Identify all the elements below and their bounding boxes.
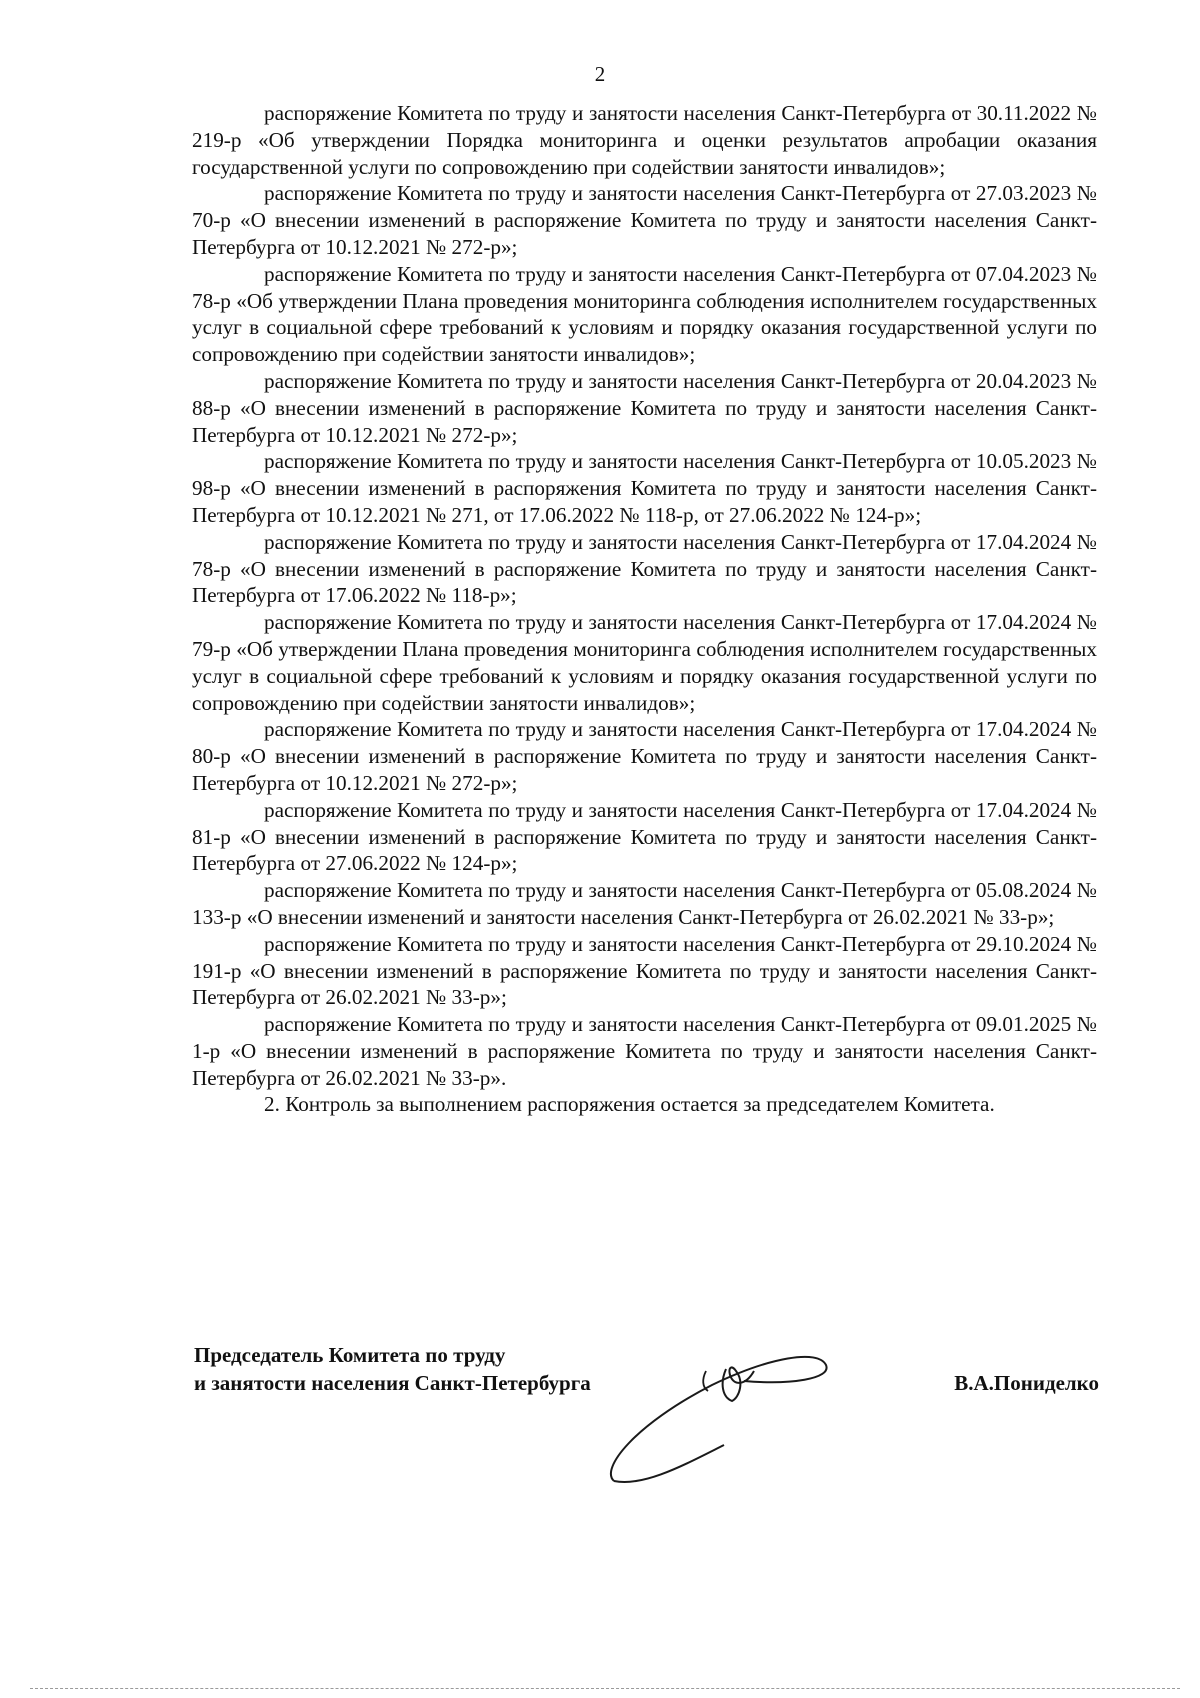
signatory-title-line: и занятости населения Санкт-Петербурга <box>194 1371 591 1395</box>
document-body <box>192 100 1097 1118</box>
list-item: распоряжение Комитета по труду и занятости населения Санкт-Петербурга от 17.04.2024 № 79-р «Об утверждении Плана проведения мониторинга соблюдения исполнителем государственных услуг в социальной сфере требований к условиям и порядку оказания государственной услуги по сопровождению при содействии занятости инвалидов»; <box>192 610 1097 715</box>
list-item: распоряжение Комитета по труду и занятости населения Санкт-Петербурга от 20.04.2023 № 88-р «О внесении изменений в распоряжение Комитета по труду и занятости населения Санкт-Петербурга от 10.12.2021 № 272-р»; <box>192 368 1097 447</box>
signature-block <box>194 1341 1099 1501</box>
list-item: распоряжение Комитета по труду и занятости населения Санкт-Петербурга от 27.03.2023 № 70-р «О внесении изменений в распоряжение Комитета по труду и занятости населения Санкт-Петербурга от 10.12.2021 № 272-р»; <box>192 181 1097 259</box>
list-item: распоряжение Комитета по труду и занятости населения Санкт-Петербурга от 10.05.2023 № 98-р «О внесении изменений в распоряжения Комитета по труду и занятости населения Санкт-Петербурга от 10.12.2021 № 271, от 17.06.2022 № 118-р, от 27.06.2022 № 124-р»; <box>192 449 1097 527</box>
list-item: распоряжение Комитета по труду и занятости населения Санкт-Петербурга от 17.04.2024 № 80-р «О внесении изменений в распоряжение Комитета по труду и занятости населения Санкт-Петербурга от 10.12.2021 № 272-р»; <box>192 717 1097 795</box>
list-item: распоряжение Комитета по труду и занятости населения Санкт-Петербурга от 09.01.2025 № 1-р «О внесении изменений в распоряжение Комитета по труду и занятости населения Санкт-Петербурга от 26.02.2021 № 33-р». <box>192 1012 1097 1090</box>
handwritten-signature <box>594 1341 834 1491</box>
list-item: распоряжение Комитета по труду и занятости населения Санкт-Петербурга от 17.04.2024 № 78-р «О внесении изменений в распоряжение Комитета по труду и занятости населения Санкт-Петербурга от 17.06.2022 № 118-р»; <box>192 529 1097 608</box>
list-item: распоряжение Комитета по труду и занятости населения Санкт-Петербурга от 30.11.2022 № 219-р «Об утверждении Порядка мониторинга и оценки результатов апробации оказания государственной услуги по сопровождению при содействии занятости инвалидов»; <box>192 101 1097 179</box>
signatory-title-line: Председатель Комитета по труду <box>194 1343 506 1367</box>
signatory-title <box>194 1341 591 1397</box>
control-clause: 2. Контроль за выполнением распоряжения остается за председателем Комитета. <box>264 1092 995 1117</box>
page-number: 2 <box>594 62 606 86</box>
list-item: распоряжение Комитета по труду и занятости населения Санкт-Петербурга от 05.08.2024 № 133-р «О внесении изменений и занятости населения Санкт-Петербурга от 26.02.2021 № 33-р»; <box>192 878 1097 929</box>
page-bottom-edge <box>30 1688 1180 1689</box>
signatory-name: В.А.Пониделко <box>954 1371 1099 1395</box>
list-item: распоряжение Комитета по труду и занятости населения Санкт-Петербурга от 07.04.2023 № 78-р «Об утверждении Плана проведения мониторинга соблюдения исполнителем государственных услуг в социальной сфере требований к условиям и порядку оказания государственной услуги по сопровождению при содействии занятости инвалидов»; <box>192 261 1097 367</box>
list-item: распоряжение Комитета по труду и занятости населения Санкт-Петербурга от 29.10.2024 № 191-р «О внесении изменений в распоряжение Комитета по труду и занятости населения Санкт-Петербурга от 26.02.2021 № 33-р»; <box>192 931 1097 1010</box>
list-item: распоряжение Комитета по труду и занятости населения Санкт-Петербурга от 17.04.2024 № 81-р «О внесении изменений в распоряжение Комитета по труду и занятости населения Санкт-Петербурга от 27.06.2022 № 124-р»; <box>192 797 1097 876</box>
